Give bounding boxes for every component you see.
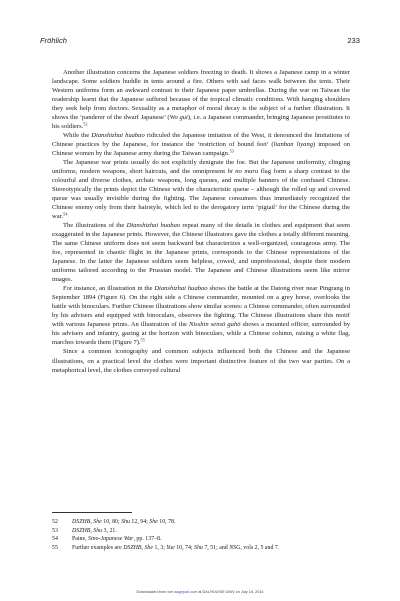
italic-text: DSZHB bbox=[123, 544, 142, 551]
text-run: The Japanese war prints usually do not explicitly denigrate the foe. But the Japanese uniformity, clinging uniforms, modern weapons, short haircuts, and the omnipresent bbox=[52, 159, 350, 176]
text-run: The illustrations of the bbox=[63, 222, 127, 230]
italic-text: Shu bbox=[121, 519, 130, 525]
footnote bbox=[52, 544, 350, 553]
text-run: , pp. 137–8. bbox=[133, 536, 162, 543]
footnote-rule bbox=[52, 512, 132, 513]
text-run: , bbox=[90, 527, 94, 534]
footnote-text bbox=[72, 535, 350, 544]
italic-text: Wo gui bbox=[169, 114, 188, 122]
body-paragraph bbox=[52, 221, 350, 284]
italic-text: She bbox=[93, 519, 102, 525]
footer-suffix: at DALHOUSIE UNIV on July 16, 2014 bbox=[197, 590, 264, 594]
footnote-text bbox=[72, 518, 350, 527]
footnote-ref: 52 bbox=[83, 121, 88, 127]
text-run: shows the battle at the Datong river near Pingrang in September 1894 (Figure 6). On the right side a Chinese commander, mounted on a grey horse, overlooks the battle with binoculars. Further Chinese illustrations show similar scenes: a Chinese commander, often surrounded by his advisers and equipped with binoculars, observes the fighting. The Chinese illustrations share this motif with various Japanese prints. An illustration of the bbox=[52, 285, 350, 329]
footnote-number: 52 bbox=[52, 519, 58, 525]
text-run: , bbox=[90, 519, 94, 525]
text-run: Since a common iconography and common subjects influenced both the Chinese and the Japanese illustrations, on a practical level the clothes were important distinctive feature of the two war parties. On a metaphorical level, the clothes conveyed cultural bbox=[52, 348, 350, 374]
text-run: ridiculed the Japanese imitation of the West, it denounced the limitations of Chinese practices by the Japanese, for instance the ‘restriction of bound feet’ ( bbox=[52, 132, 350, 149]
italic-text: Nisshin sensō gahō bbox=[189, 321, 241, 329]
footnote-number: 53 bbox=[52, 527, 58, 534]
italic-text: She bbox=[149, 519, 158, 525]
body-paragraph bbox=[52, 68, 350, 131]
body-paragraph bbox=[52, 347, 350, 374]
text-run: For instance, an illustration in the bbox=[63, 285, 155, 293]
text-run: ) imposed on Chinese women by the Japanese army during the Taiwan campaign. bbox=[52, 141, 350, 158]
italic-text: Dianshizhai huabao bbox=[154, 285, 208, 293]
text-run: 1, 3; bbox=[153, 544, 167, 551]
italic-text: NSG bbox=[229, 544, 241, 551]
italic-text: DSZHB bbox=[72, 519, 91, 525]
footnotes bbox=[52, 518, 350, 552]
italic-text: hi no maru bbox=[227, 168, 259, 176]
text-run: Paine, bbox=[72, 536, 89, 543]
running-header bbox=[40, 36, 360, 48]
page-number: 233 bbox=[347, 36, 360, 45]
footnote-ref: 55 bbox=[140, 337, 145, 343]
footnote-ref: 54 bbox=[63, 211, 68, 217]
download-footer bbox=[0, 590, 400, 594]
italic-text: lianban liyang bbox=[273, 141, 313, 149]
text-run: Another illustration concerns the Japanese soldiers freezing to death. It shows a Japanese camp in a winter landscape. Some soldiers huddle in tents around a fire. Others with sad faces walk between the tents. Their Western uniforms form an awkward contrast to their Japanese paper umbrellas. During the war on Taiwan the readership learnt that the Japanese suffered because of the tropical climatic conditions. With hanging shoulders they seek help from doctors. Sexuality as a metaphor of moral decay is the subject of a further illustration. It shows the ‘panderer of the dwarf Japanese’ ( bbox=[52, 69, 350, 122]
footnote bbox=[52, 535, 350, 544]
italic-text: Shu bbox=[93, 527, 103, 534]
footer-link[interactable]: wrh.sagepub.com bbox=[167, 590, 198, 594]
text-run: Further examples are bbox=[72, 544, 124, 551]
body-text bbox=[52, 68, 350, 375]
footnote-number: 55 bbox=[52, 544, 58, 551]
footer-prefix: Downloaded from bbox=[136, 590, 168, 594]
italic-text: Dianshizhai huabao bbox=[126, 222, 181, 230]
footnote bbox=[52, 518, 350, 527]
text-run: shows a mounted officer, surrounded by his advisers and infantry, gazing at the horizon with binoculars, while a Chinese column, raising a white flag, marches towards them (Figure 7). bbox=[52, 321, 350, 347]
body-paragraph bbox=[52, 158, 350, 221]
footnote-ref: 53 bbox=[229, 148, 234, 154]
running-author: Fröhlich bbox=[40, 36, 68, 45]
footnote-number: 54 bbox=[52, 536, 58, 543]
body-paragraph bbox=[52, 284, 350, 347]
text-run: 10, 78. bbox=[157, 519, 176, 525]
italic-text: She bbox=[144, 544, 153, 551]
footnote bbox=[52, 527, 350, 536]
footnote-text bbox=[72, 527, 350, 536]
text-run: 10, 80; bbox=[101, 519, 122, 525]
text-run: flag form a sharp contrast to the colourful and diverse clothes, archaic weapons, long queues, and multiple banners of the confused Chinese. Stereotypically the prints depict the Chinese with the characteristic queue – although the rolled up and covered queue was usually invisible during the fighting. The Japanese consumers thus immediately recognized the Chinese enemy only from their hairstyle, which led to the derogatory term ‘pigtail’ for the Chinese during the war. bbox=[52, 168, 350, 221]
italic-text: DSZHB bbox=[72, 527, 91, 534]
text-run: While the bbox=[63, 132, 92, 140]
text-run: , vols 2, 5 and 7. bbox=[240, 544, 280, 551]
text-run: 7, 51; and bbox=[202, 544, 230, 551]
italic-text: Yue bbox=[166, 544, 175, 551]
italic-text: Sino-Japanese War bbox=[88, 536, 134, 543]
italic-text: Shu bbox=[194, 544, 203, 551]
text-run: 12, 94; bbox=[129, 519, 150, 525]
text-run: , bbox=[141, 544, 145, 551]
text-run: ), i.e. a Japanese commander, bringing Japanese prostitutes to his soldiers. bbox=[52, 114, 350, 131]
body-paragraph bbox=[52, 131, 350, 158]
footnote-text bbox=[72, 544, 350, 553]
text-run: 3, 21. bbox=[102, 527, 117, 534]
italic-text: Dianshizhai huabao bbox=[91, 132, 145, 140]
text-run: 10, 74; bbox=[174, 544, 195, 551]
text-run: repeat many of the details in clothes and equipment that seem exaggerated in the Japanese prints. However, the Chinese illustrators gave the clothes a totally different meaning. The same Chinese uniform does not seem backward but characterizes a well-organized, courageous army. The foe, represented in chaotic flight in the Japanese prints, corresponds to the Chinese representations of the Japanese. In the latter the Japanese soldiers seem helpless, cowed, and unprofessional, despite their modern uniforms tailored according to the Prussian model. The Japanese and Chinese illustrations seem like mirror images. bbox=[52, 222, 350, 284]
